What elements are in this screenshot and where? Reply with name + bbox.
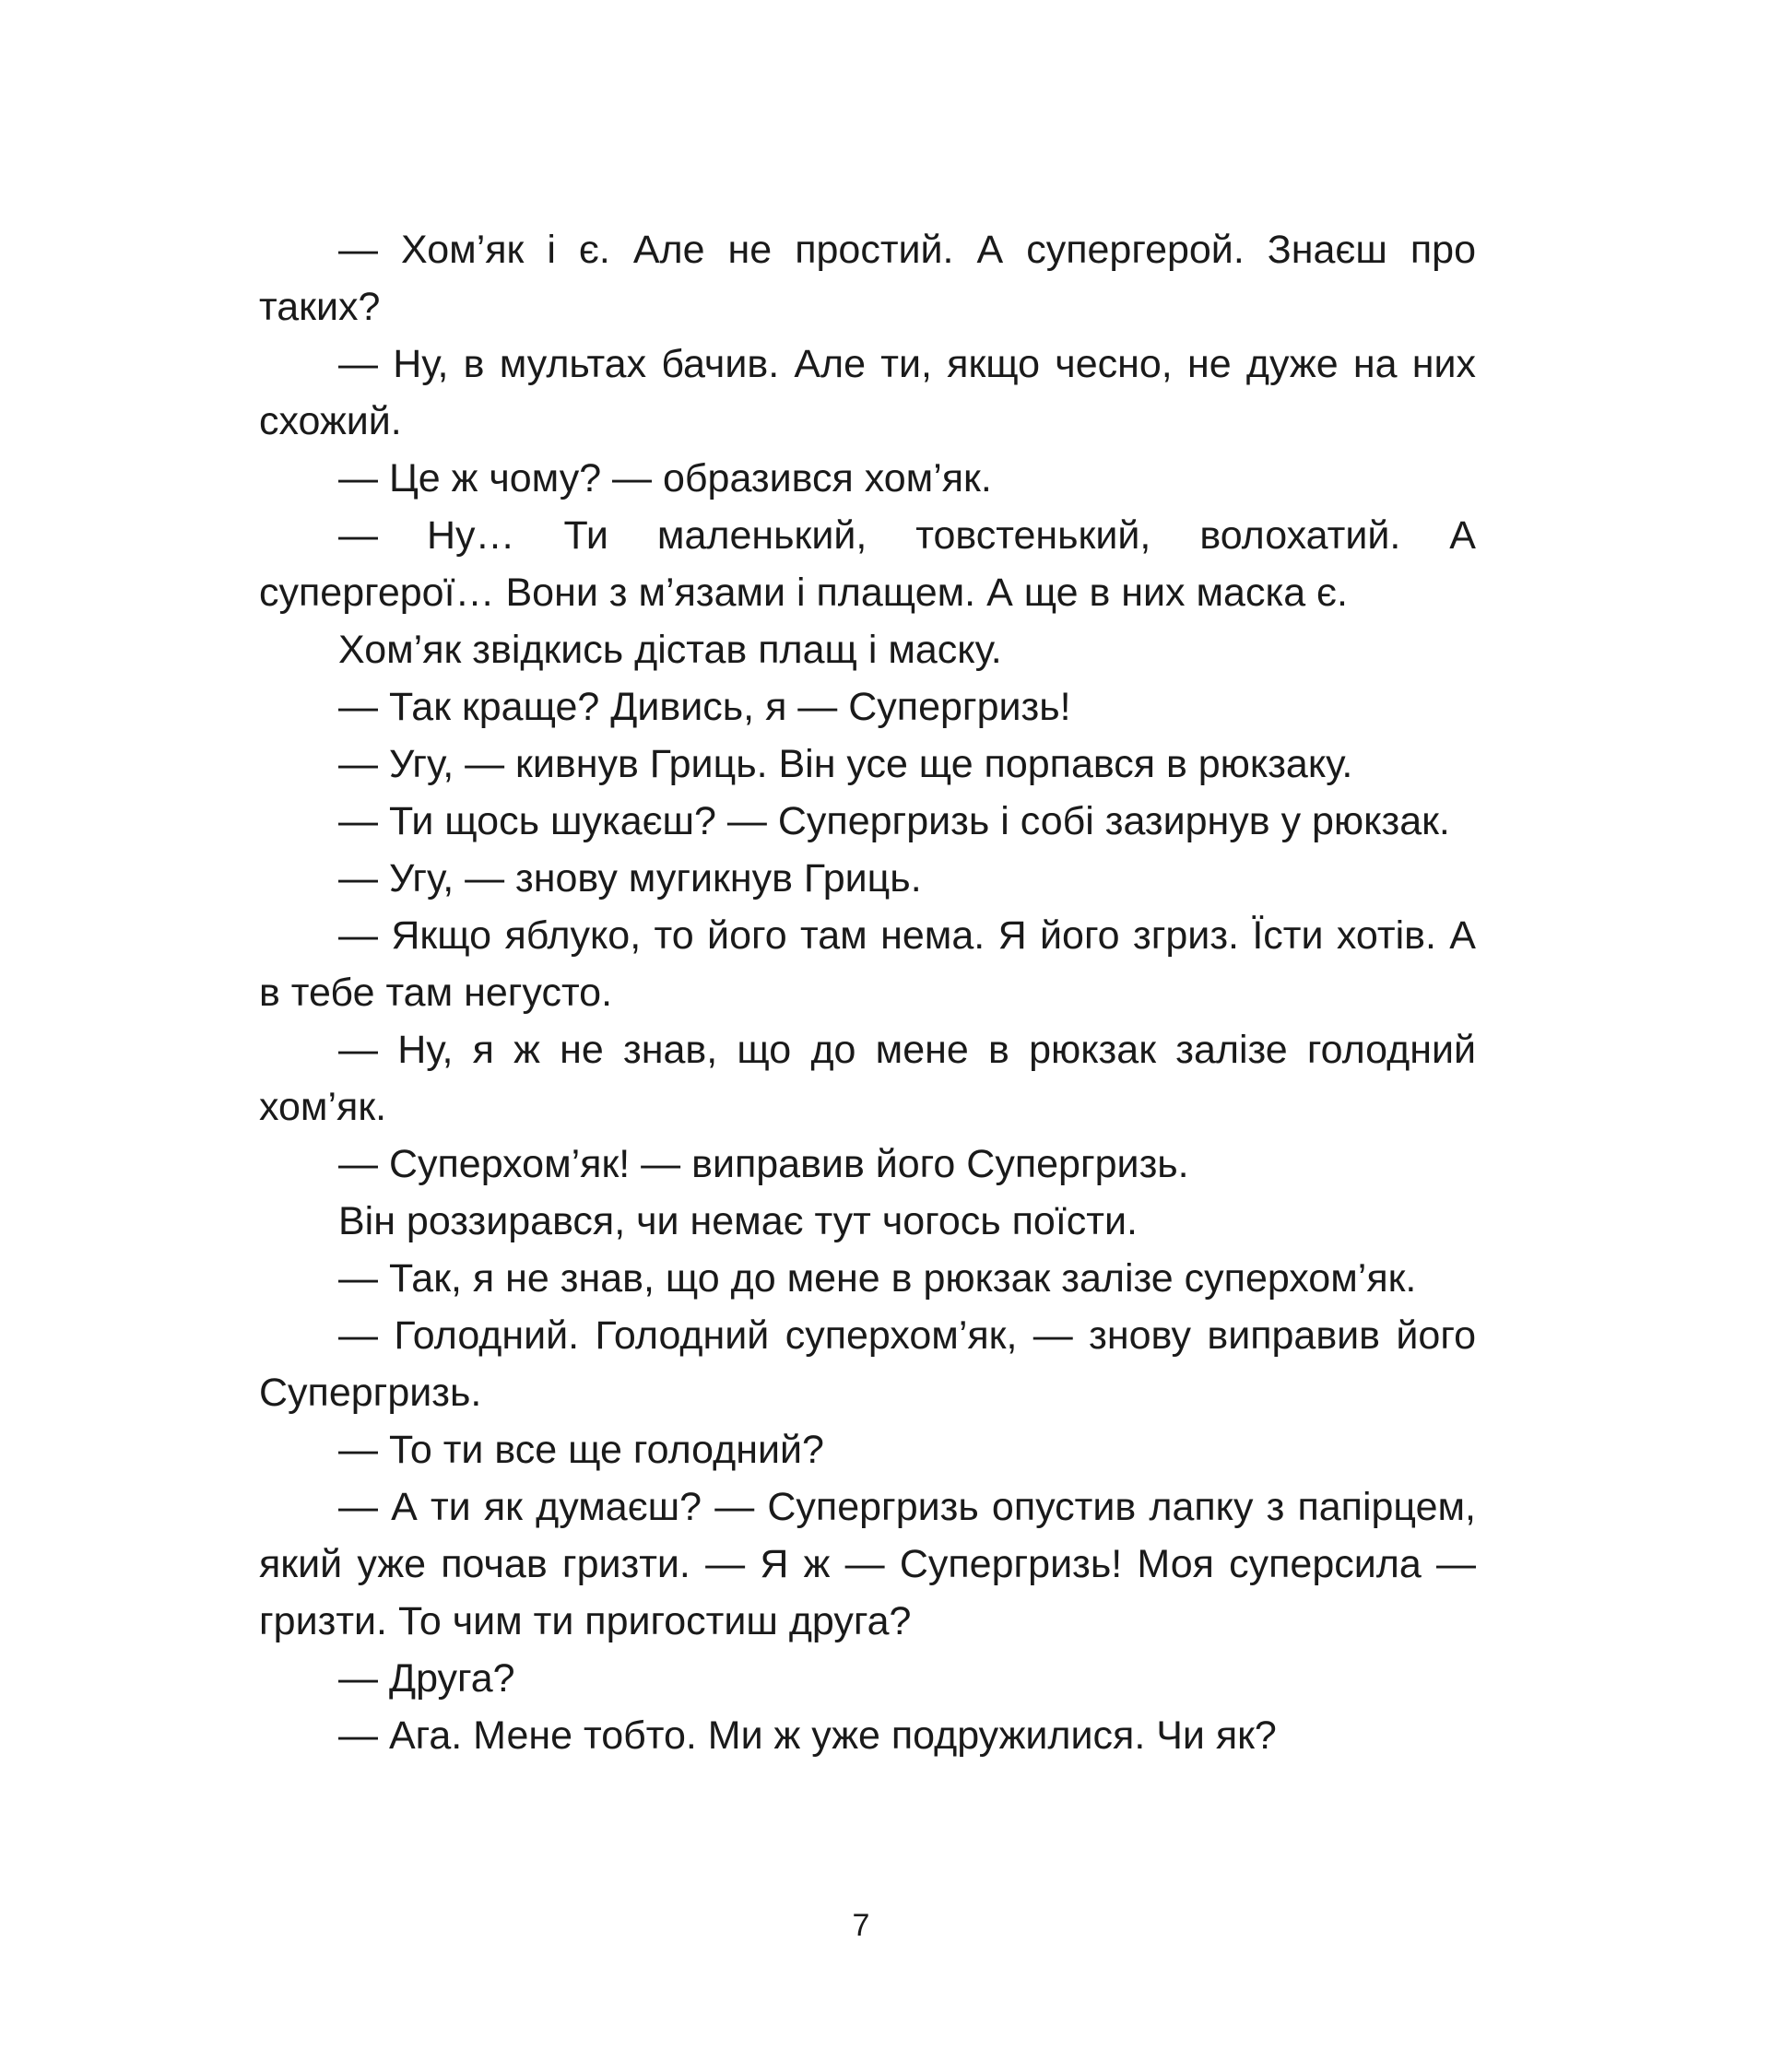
paragraph: — Суперхом’як! — виправив його Супергризь. [338,1142,1189,1186]
paragraph: — Ну… Ти маленький, товстенький, волохатий. А супергерої… Вони з м’язами і плащем. А ще в них маска є. [259,513,1476,615]
paragraph: — То ти все ще голодний? [338,1428,824,1472]
paragraph: — Друга? [338,1656,515,1701]
paragraph: — Якщо яблуко, то його там нема. Я його згриз. Їсти хотів. А в тебе там негусто. [259,913,1476,1015]
page-body [259,221,1476,1764]
paragraph: — Ну, в мультах бачив. Але ти, якщо чесно, не дуже на них схожий. [259,342,1476,443]
paragraph: — Хом’як і є. Але не простий. А супергерой. Знаєш про таких? [259,228,1476,329]
paragraph: Він роззирався, чи немає тут чогось поїсти. [338,1199,1138,1243]
paragraph: — Угу, — кивнув Гриць. Він усе ще порпався в рюкзаку. [338,742,1353,786]
paragraph: — Ти щось шукаєш? — Супергризь і собі зазирнув у рюкзак. [338,799,1450,843]
paragraph: — Так краще? Дивись, я — Супергризь! [338,685,1071,729]
paragraph: Хом’як звідкись дістав плащ і маску. [338,628,1002,672]
paragraph: — А ти як думаєш? — Супергризь опустив лапку з папірцем, який уже почав гризти. — Я ж — Супергризь! Моя суперсила — гризти. То чим ти пригостиш друга? [259,1485,1476,1643]
paragraph: — Так, я не знав, що до мене в рюкзак залізе суперхом’як. [338,1256,1417,1301]
paragraph: — Ну, я ж не знав, що до мене в рюкзак залізе голодний хом’як. [259,1028,1476,1129]
page-number: 7 [852,1908,870,1943]
paragraph: — Голодний. Голодний суперхом’як, — знову виправив його Супергризь. [259,1313,1476,1415]
paragraph: — Це ж чому? — образився хом’як. [338,456,992,500]
paragraph: — Угу, — знову мугикнув Гриць. [338,856,922,901]
paragraph: — Ага. Мене тобто. Ми ж уже подружилися. Чи як? [338,1713,1277,1758]
